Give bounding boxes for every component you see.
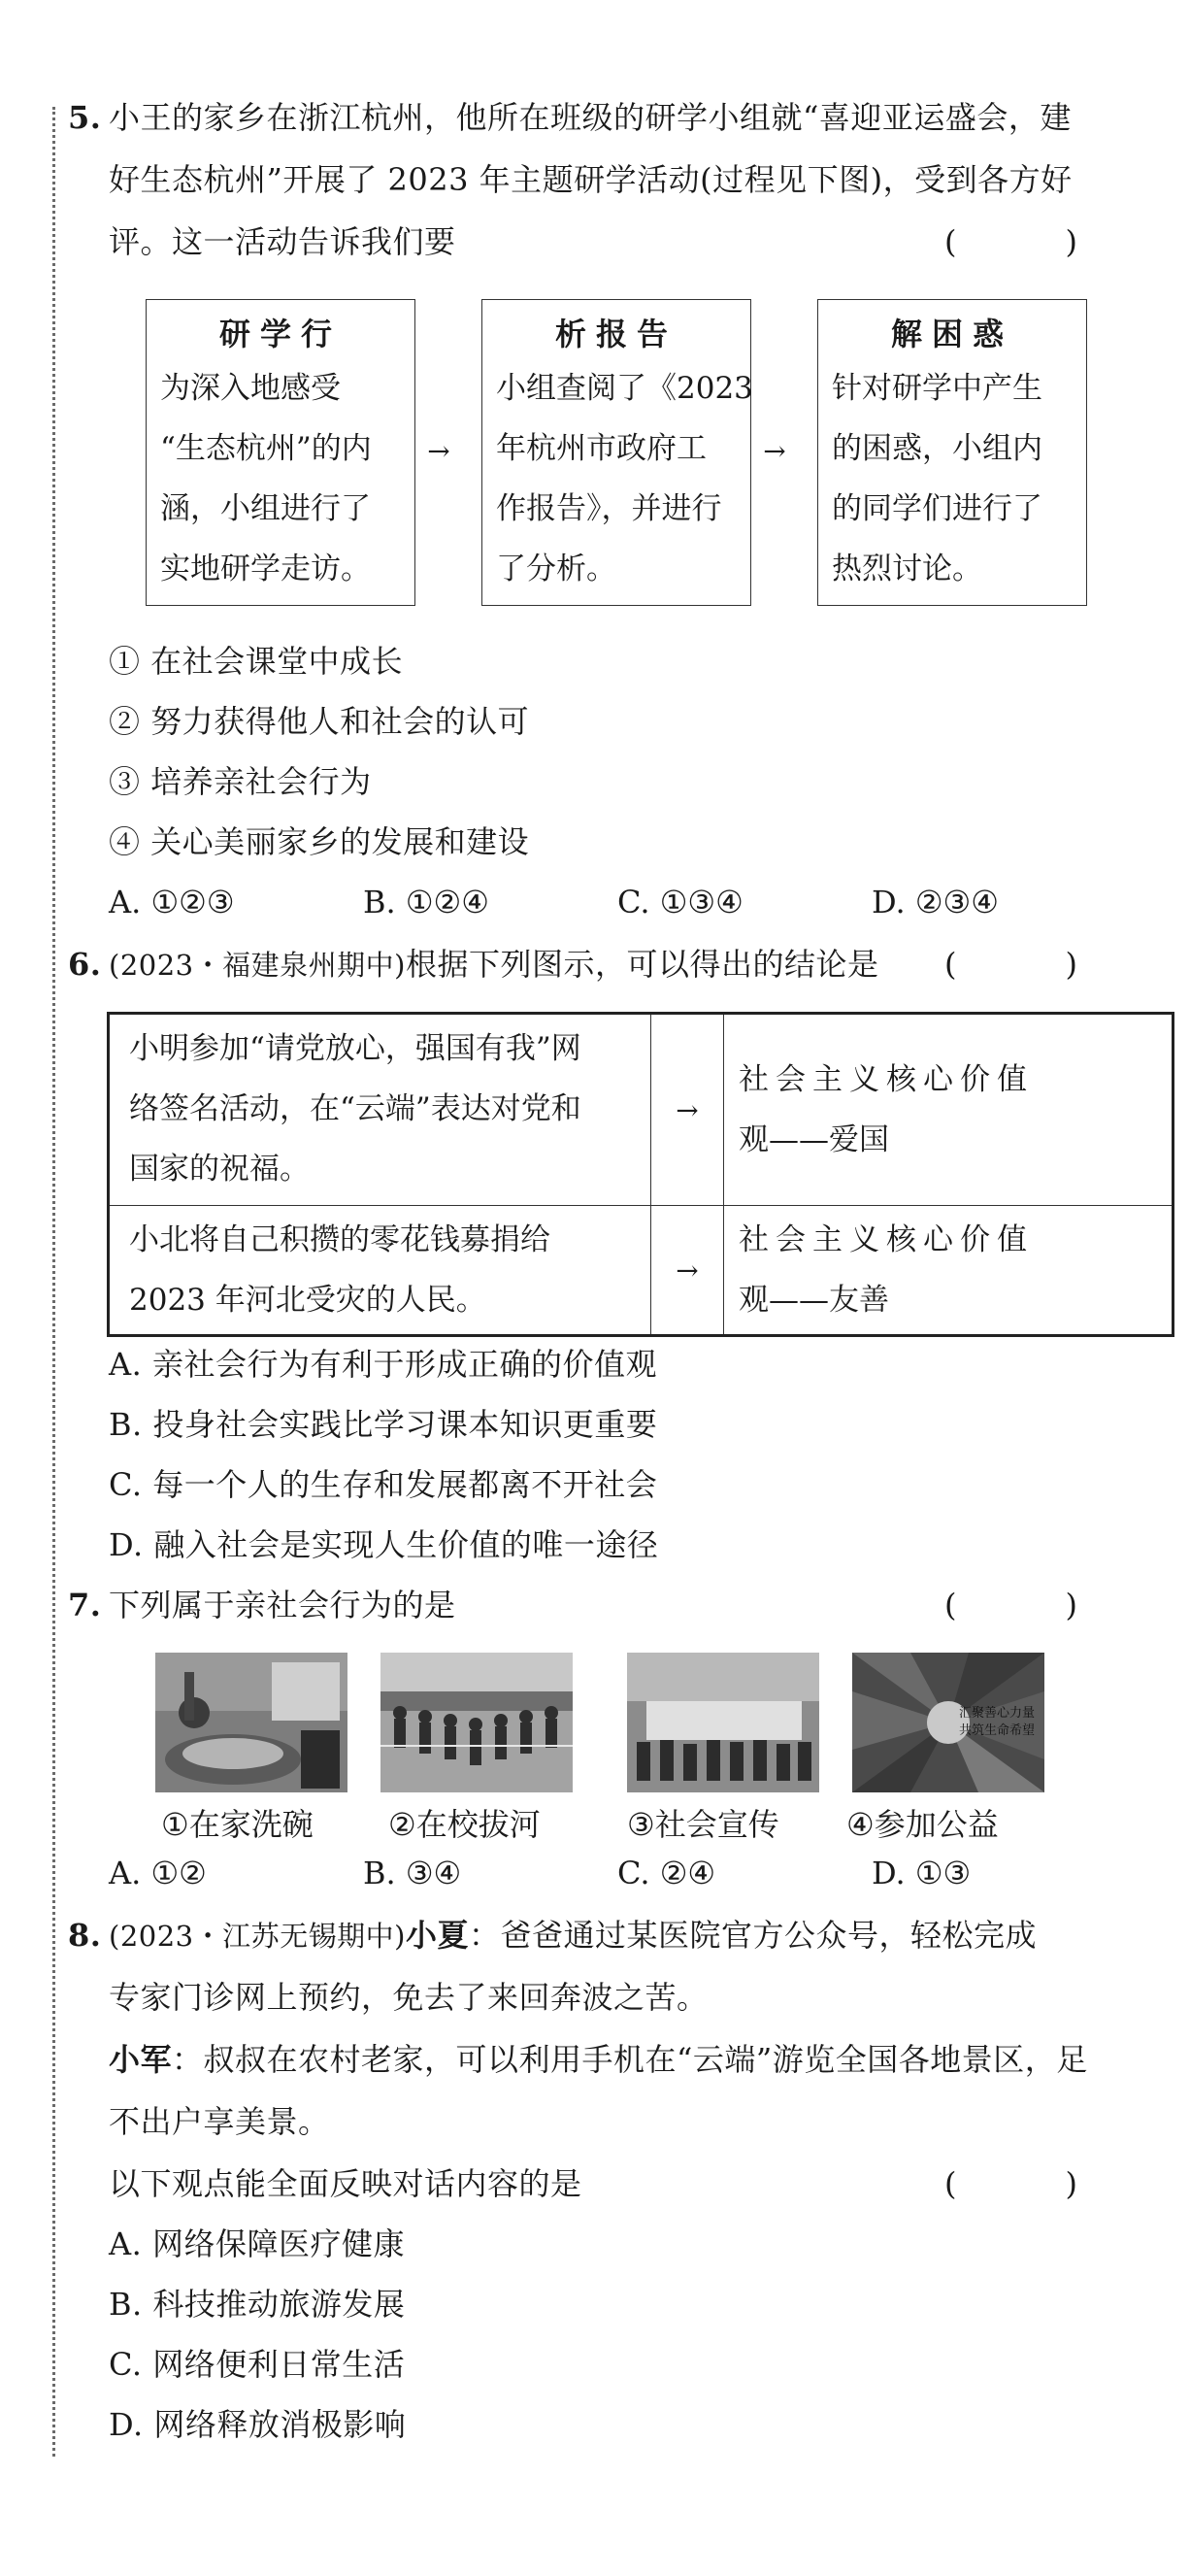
answer-blank[interactable]: ( )	[944, 2165, 1116, 2202]
arrow-right-icon: →	[651, 1206, 724, 1334]
question-stem: 以下观点能全面反映对话内容的是	[109, 2165, 582, 2202]
process-box-text: 的困惑，小组内	[832, 431, 1042, 466]
table-row	[110, 1206, 1172, 1334]
question-stem: 根据下列图示，可以得出的结论是	[405, 946, 879, 983]
tug-of-war-photo	[380, 1653, 573, 1792]
question-stem-line: 小王的家乡在浙江杭州，他所在班级的研学小组就“喜迎亚运盛会，建	[109, 99, 1072, 136]
picture-caption: ①在家洗碗	[161, 1806, 314, 1843]
picture-caption: ③社会宣传	[627, 1806, 779, 1843]
speaker-name: 小军	[109, 2041, 173, 2078]
public-campaign-photo	[627, 1653, 819, 1792]
option-a[interactable]: A. ①②	[109, 1855, 207, 1891]
question-source: (2023・福建泉州期中)	[109, 949, 406, 982]
answer-blank[interactable]: ( )	[944, 946, 1116, 983]
option-c[interactable]: C. 每一个人的生存和发展都离不开社会	[109, 1466, 658, 1503]
table-cell-value	[723, 1206, 1172, 1334]
process-box-title: 研学行	[218, 316, 342, 352]
question-stem-line: 好生态杭州”开展了 2023 年主题研学活动(过程见下图)，受到各方好	[109, 161, 1073, 198]
picture-caption: ②在校拔河	[388, 1806, 541, 1843]
cell-text-line: 社会主义核心价值	[739, 1062, 1034, 1097]
question-number: 6.	[68, 946, 102, 983]
arrow-right-icon: →	[651, 1015, 724, 1205]
question-number: 5.	[68, 99, 102, 136]
process-box-analyze-report	[481, 299, 751, 606]
picture-caption: ④参加公益	[846, 1806, 999, 1843]
cell-text-line: 2023 年河北受灾的人民。	[129, 1283, 486, 1318]
statement-item: ① 在社会课堂中成长	[109, 643, 404, 680]
process-box-text: 针对研学中产生	[832, 371, 1042, 406]
option-b[interactable]: B. 科技推动旅游发展	[109, 2286, 406, 2323]
process-box-solve-doubts	[817, 299, 1087, 606]
washing-dishes-photo	[155, 1653, 347, 1792]
cell-text-line: 社会主义核心价值	[739, 1222, 1034, 1257]
option-c[interactable]: C. ①③④	[617, 884, 744, 920]
dialogue-text: 专家门诊网上预约，免去了来回奔波之苦。	[109, 1979, 709, 2016]
options-row	[109, 1853, 1128, 1893]
process-box-text: 小组查阅了《2023	[496, 371, 753, 406]
cell-text-line: 络签名活动，在“云端”表达对党和	[129, 1091, 581, 1126]
process-box-title: 析报告	[554, 316, 678, 352]
poster-text: 汇聚善心力量	[958, 1706, 1035, 1721]
question-source: (2023・江苏无锡期中)	[109, 1920, 406, 1953]
cell-text-line: 小明参加“请党放心，强国有我”网	[129, 1031, 581, 1066]
question-stem-line: 评。这一活动告诉我们要	[109, 223, 456, 260]
answer-blank[interactable]: ( )	[944, 1587, 1116, 1623]
research-process-diagram	[146, 299, 1155, 610]
process-box-text: 涵，小组进行了	[160, 491, 371, 526]
question-stem: 下列属于亲社会行为的是	[109, 1587, 456, 1623]
cell-text-line: 观——爱国	[739, 1122, 889, 1157]
option-b[interactable]: B. ③④	[363, 1855, 462, 1891]
arrow-right-icon: →	[763, 435, 786, 467]
arrow-right-icon: →	[427, 435, 450, 467]
process-box-text: 年杭州市政府工	[496, 431, 707, 466]
table-row	[110, 1015, 1172, 1206]
process-box-text: 了分析。	[496, 552, 616, 586]
answer-blank[interactable]: ( )	[944, 223, 1116, 260]
process-box-text: 作报告》，并进行	[496, 491, 722, 526]
question-number: 8.	[68, 1917, 102, 1954]
options-row	[109, 882, 1128, 922]
dialogue-text: 不出户享美景。	[109, 2103, 330, 2140]
question-number: 7.	[68, 1587, 102, 1623]
option-a[interactable]: A. 网络保障医疗健康	[109, 2225, 405, 2262]
process-box-text: 热烈讨论。	[832, 552, 982, 586]
process-box-text: 为深入地感受	[160, 371, 341, 406]
process-box-text: 的同学们进行了	[832, 491, 1042, 526]
process-box-text: “生态杭州”的内	[160, 431, 372, 466]
option-d[interactable]: D. ②③④	[872, 884, 999, 920]
speaker-name: 小夏	[405, 1917, 469, 1954]
option-d[interactable]: D. 融入社会是实现人生价值的唯一途径	[109, 1526, 659, 1563]
option-b[interactable]: B. 投身社会实践比学习课本知识更重要	[109, 1406, 658, 1443]
statement-item: ② 努力获得他人和社会的认可	[109, 703, 530, 740]
dialogue-text: ：爸爸通过某医院官方公众号，轻松完成	[468, 1917, 1037, 1954]
statement-item: ④ 关心美丽家乡的发展和建设	[109, 823, 530, 860]
option-d[interactable]: D. ①③	[872, 1855, 972, 1891]
process-box-title: 解困惑	[890, 316, 1013, 352]
table-cell-value	[723, 1015, 1172, 1205]
table-cell-example	[110, 1015, 651, 1205]
option-c[interactable]: C. ②④	[617, 1855, 716, 1891]
option-a[interactable]: A. 亲社会行为有利于形成正确的价值观	[109, 1346, 657, 1383]
process-box-text: 实地研学走访。	[160, 552, 371, 586]
dialogue-text: ：叔叔在农村老家，可以利用手机在“云端”游览全国各地景区，足	[172, 2041, 1088, 2078]
charity-poster-photo	[852, 1653, 1044, 1792]
cell-text-line: 观——友善	[739, 1283, 889, 1318]
statement-item: ③ 培养亲社会行为	[109, 763, 372, 800]
table-cell-example	[110, 1206, 651, 1334]
values-table	[107, 1012, 1174, 1337]
cell-text-line: 国家的祝福。	[129, 1152, 310, 1187]
dotted-cut-line	[52, 107, 55, 2457]
process-box-research-trip	[146, 299, 415, 606]
option-c[interactable]: C. 网络便利日常生活	[109, 2346, 406, 2383]
cell-text-line: 小北将自己积攒的零花钱募捐给	[129, 1222, 550, 1257]
poster-text: 共筑生命希望	[958, 1723, 1035, 1738]
option-d[interactable]: D. 网络释放消极影响	[109, 2406, 407, 2443]
option-a[interactable]: A. ①②③	[109, 884, 235, 920]
option-b[interactable]: B. ①②④	[363, 884, 489, 920]
